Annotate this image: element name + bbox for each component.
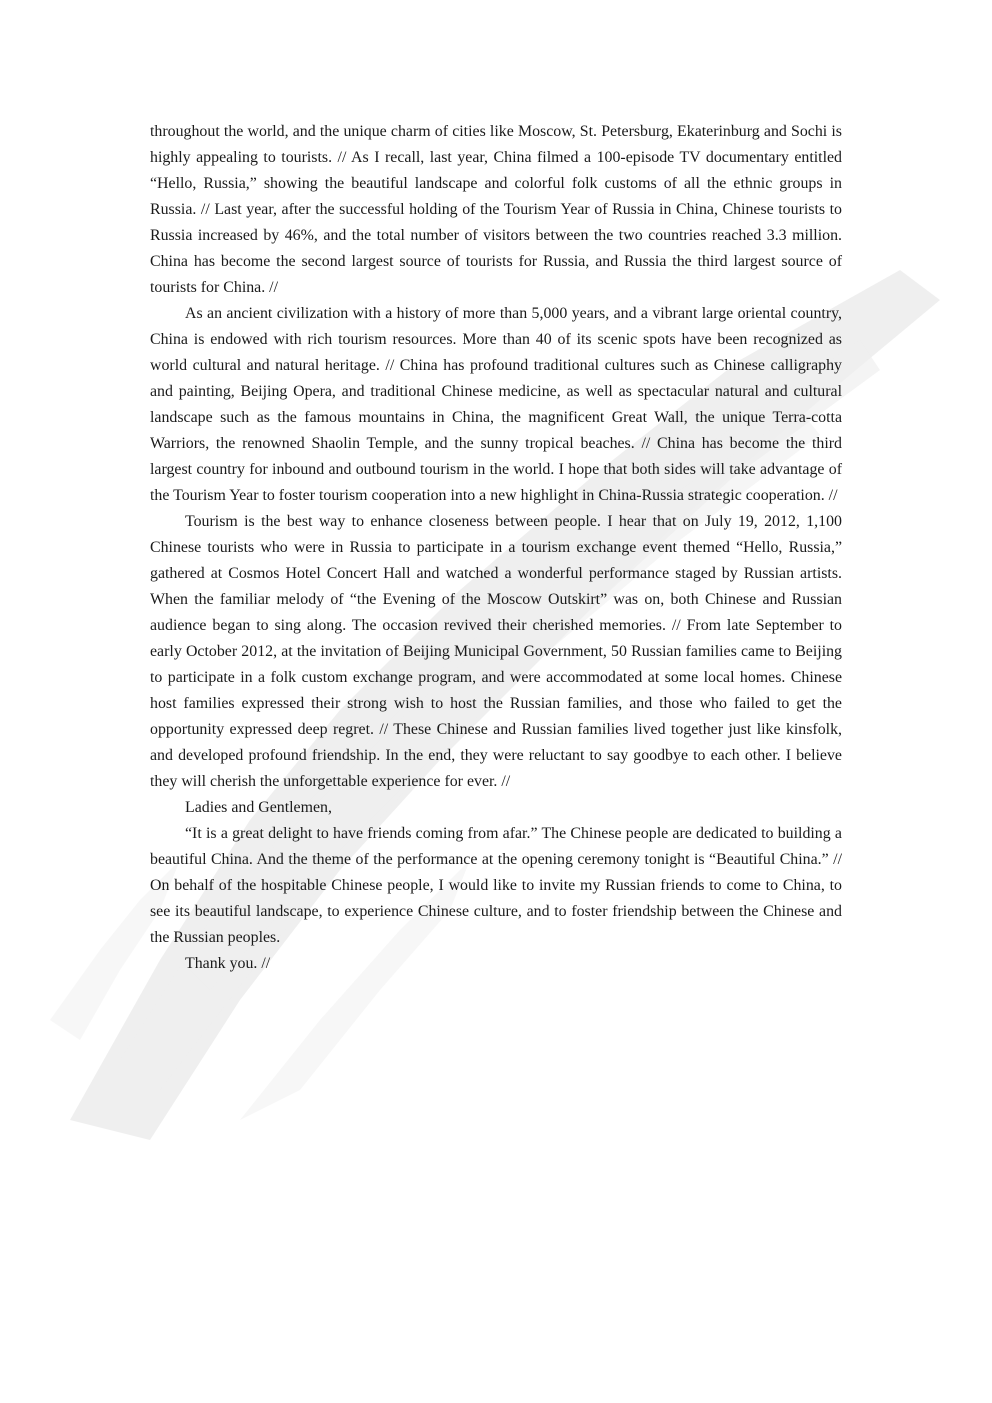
paragraph: throughout the world, and the unique charm of cities like Moscow, St. Petersburg, Ekaterinburg and Sochi is highly appealing to tourists. // As I recall, last year, China filmed a 100-episode TV documentary entitled “Hello, Russia,” showing the beautiful landscape and colorful folk customs of all the ethnic groups in Russia. // Last year, after the successful holding of the Tourism Year of Russia in China, Chinese tourists to Russia increased by 46%, and the total number of visitors between the two countries reached 3.3 million. China has become the second largest source of tourists for Russia, and Russia the third largest source of tourists for China. // <box>150 123 842 296</box>
document-body <box>150 119 842 977</box>
paragraph: “It is a great delight to have friends coming from afar.” The Chinese people are dedicated to building a beautiful China. And the theme of the performance at the opening ceremony tonight is “Beautiful China.” // On behalf of the hospitable Chinese people, I would like to invite my Russian friends to come to China, to see its beautiful landscape, to experience Chinese culture, and to foster friendship between the Chinese and the Russian peoples. <box>150 825 842 946</box>
closing-line: Thank you. // <box>185 955 271 972</box>
paragraph: As an ancient civilization with a history of more than 5,000 years, and a vibrant large oriental country, China is endowed with rich tourism resources. More than 40 of its scenic spots have been recognized as world cultural and natural heritage. // China has profound traditional cultures such as Chinese calligraphy and painting, Beijing Opera, and traditional Chinese medicine, as well as spectacular natural and cultural landscape such as the famous mountains in China, the magnificent Great Wall, the unique Terra-cotta Warriors, the renowned Shaolin Temple, and the sunny tropical beaches. // China has become the third largest country for inbound and outbound tourism in the world. I hope that both sides will take advantage of the Tourism Year to foster tourism cooperation into a new highlight in China-Russia strategic cooperation. // <box>150 305 842 504</box>
paragraph: Tourism is the best way to enhance closeness between people. I hear that on July 19, 2012, 1,100 Chinese tourists who were in Russia to participate in a tourism exchange event themed “Hello, Russia,” gathered at Cosmos Hotel Concert Hall and watched a wonderful performance staged by Russian artists. When the familiar melody of “the Evening of the Moscow Outskirt” was on, both Chinese and Russian audience began to sing along. The occasion revived their cherished memories. // From late September to early October 2012, at the invitation of Beijing Municipal Government, 50 Russian families came to Beijing to participate in a folk custom exchange program, and were accommodated at some local homes. Chinese host families expressed their strong wish to host the Russian families, and those who failed to get the opportunity expressed deep regret. // These Chinese and Russian families lived together just like kinsfolk, and developed profound friendship. In the end, they were reluctant to say goodbye to each other. I believe they will cherish the unforgettable experience for ever. // <box>150 513 842 790</box>
salutation: Ladies and Gentlemen, <box>185 799 332 816</box>
